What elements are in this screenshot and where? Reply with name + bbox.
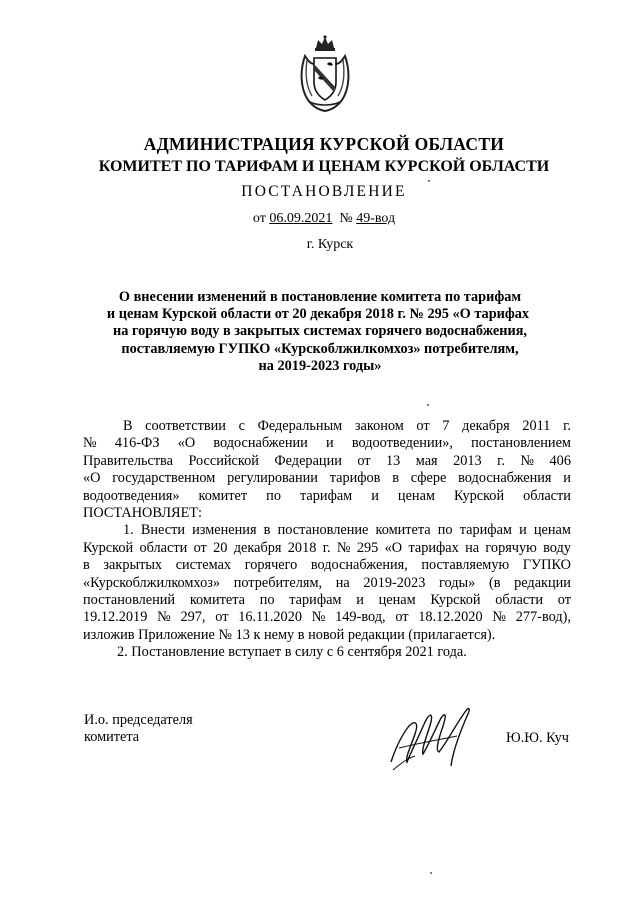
justified-line [83,470,571,487]
word: от [357,452,371,469]
date-number-line [4,211,640,227]
word: области [523,487,571,504]
word: Федеральным [257,418,343,434]
word: и [371,487,379,504]
word: 7 [442,418,450,434]
word: № [520,452,535,469]
signatory-position [84,712,193,747]
word: от [395,609,409,626]
word: по [437,522,453,539]
word: «О [384,539,403,556]
word: (в [488,574,501,591]
word: г. [563,418,571,434]
word: тарифов [329,470,381,487]
word: «Курскоблжилкомхоз» [83,574,221,591]
word: комитета [375,522,431,539]
item-2-paragraph: 2. Постановление вступает в силу с 6 сентября 2021 года. [117,644,467,661]
word: 2018 [287,539,317,556]
justified-line [83,453,571,470]
subject-line: на горячую воду в закрытых системах горячего водоснабжения, [112,323,528,340]
number-prefix: № [339,211,353,226]
justified-line [83,592,571,609]
word: горячую [485,539,537,556]
word: В [123,418,133,434]
word: от [215,609,229,626]
word: г. [497,452,505,469]
item-1-paragraph [83,522,571,626]
word: изменения [192,522,257,539]
word: горячего [244,557,298,574]
word: «О [177,435,196,452]
word: № [157,609,171,626]
word: 19.12.2019 [83,609,148,626]
word: регулировании [227,470,318,487]
scan-speck [428,180,430,182]
word: тарифам [459,522,512,539]
word: постановлений [83,592,176,609]
word: Российской [188,452,259,469]
word: Федерации [274,452,342,469]
word: водоотведении», [351,435,453,452]
word: водоснабжении [213,435,308,452]
word: на [335,574,350,591]
word: тарифах [408,539,459,556]
word: от [416,418,430,434]
word: годы» [439,574,476,591]
word: ценам [397,487,435,504]
word: 295 [356,539,379,556]
word: Правительства [83,452,173,469]
word: комитета [189,592,245,609]
word: и [356,592,364,609]
word: 16.11.2020 [238,609,302,626]
word: воду [543,539,571,556]
signer-name: Ю.Ю. Куч [506,730,569,746]
word: постановление [277,522,369,539]
word: потребителям, [233,574,323,591]
word: 406 [549,452,571,469]
word: 2011 [522,418,551,434]
word: и [325,435,334,452]
subject-line: на 2019-2023 годы» [258,357,382,374]
word: в [392,470,399,487]
justified-line [83,575,571,592]
position-line: И.о. председателя [84,712,193,728]
word: 149-вод, [335,609,386,626]
word: Курской [430,592,481,609]
word: постановлением [471,435,571,452]
word: водоснабжения, [310,557,408,574]
handwritten-signature [385,700,495,780]
subject-line: поставляемую ГУПКО «Курскоблжилкомхоз» потребителям, [121,340,519,357]
scan-speck [427,404,429,406]
word: сфере [410,470,447,487]
word: 1. [123,522,134,539]
word: г. [322,539,331,556]
word: и [519,522,527,539]
coat-of-arms-emblem [296,34,354,112]
word: поставляемую [421,557,510,574]
word: № [83,435,97,452]
document-type: ПОСТАНОВЛЕНИЕ [241,183,407,200]
word: тарифам [300,487,353,504]
justified-line [83,522,571,539]
word: и [563,470,571,487]
word: ГУПКО [522,557,571,574]
word: № [492,609,506,626]
word: с [238,418,245,434]
word: по [266,487,281,504]
document-subject [0,289,640,375]
justified-line [83,435,571,452]
word: редакции [514,574,571,591]
word: системах [175,557,232,574]
word: водоотведения» [83,487,180,504]
word: ценам [533,522,571,539]
word: 277-вод), [515,609,571,626]
word: законом [354,418,404,434]
document-body [83,418,571,662]
city: г. Курск [306,237,354,252]
justified-line [83,418,571,435]
document-number: 49-вод [356,211,396,226]
document-date: 06.09.2021 [269,211,333,226]
word: № [336,539,351,556]
word: 20 [213,539,228,556]
resolves-word: ПОСТАНОВЛЯЕТ: [83,505,203,522]
word: от [193,539,207,556]
subject-line: О внесении изменений в постановление комитета по тарифам [118,289,522,305]
scan-speck [430,872,432,874]
item-1-last-line: изложив Приложение № 13 к нему в новой редакции (прилагается). [83,626,496,643]
word: в [263,522,271,539]
word: 2013 [453,452,482,469]
word: государственном [112,470,216,487]
word: в [83,557,90,574]
word: водоснабжения [458,470,552,487]
justified-line [83,540,571,557]
word: Внести [140,522,186,539]
word: комитет [198,487,248,504]
word: 18.12.2020 [418,609,483,626]
justified-line [83,488,571,505]
justified-line [83,557,571,574]
word: области [495,592,544,609]
word: ценам [378,592,416,609]
word: тарифам [289,592,342,609]
word: по [259,592,275,609]
justified-line [83,609,571,626]
word: Курской [453,487,505,504]
word: мая [415,452,438,469]
word: соответствии [145,418,226,434]
date-prefix: от [252,211,266,226]
word: № [311,609,326,626]
word: Курской [83,539,134,556]
word: декабря [462,418,510,434]
word: 416-ФЗ [114,435,160,452]
word: 297, [180,609,206,626]
word: декабря [233,539,282,556]
committee-title: КОМИТЕТ ПО ТАРИФАМ И ЦЕНАМ КУРСКОЙ ОБЛАСТИ [98,158,550,175]
position-line: комитета [84,729,140,746]
administration-title: АДМИНИСТРАЦИЯ КУРСКОЙ ОБЛАСТИ [143,134,505,154]
preamble-paragraph [83,418,571,505]
word: 2019-2023 [363,574,426,591]
subject-line: и цен​ам Курской области от 20 декабря 2018 г. № 295 «О тарифах [106,306,530,323]
word: «О [83,470,101,487]
word: 13 [386,452,401,469]
word: на [465,539,480,556]
word: от [557,592,571,609]
word: закрытых [103,557,163,574]
word: области [139,539,188,556]
